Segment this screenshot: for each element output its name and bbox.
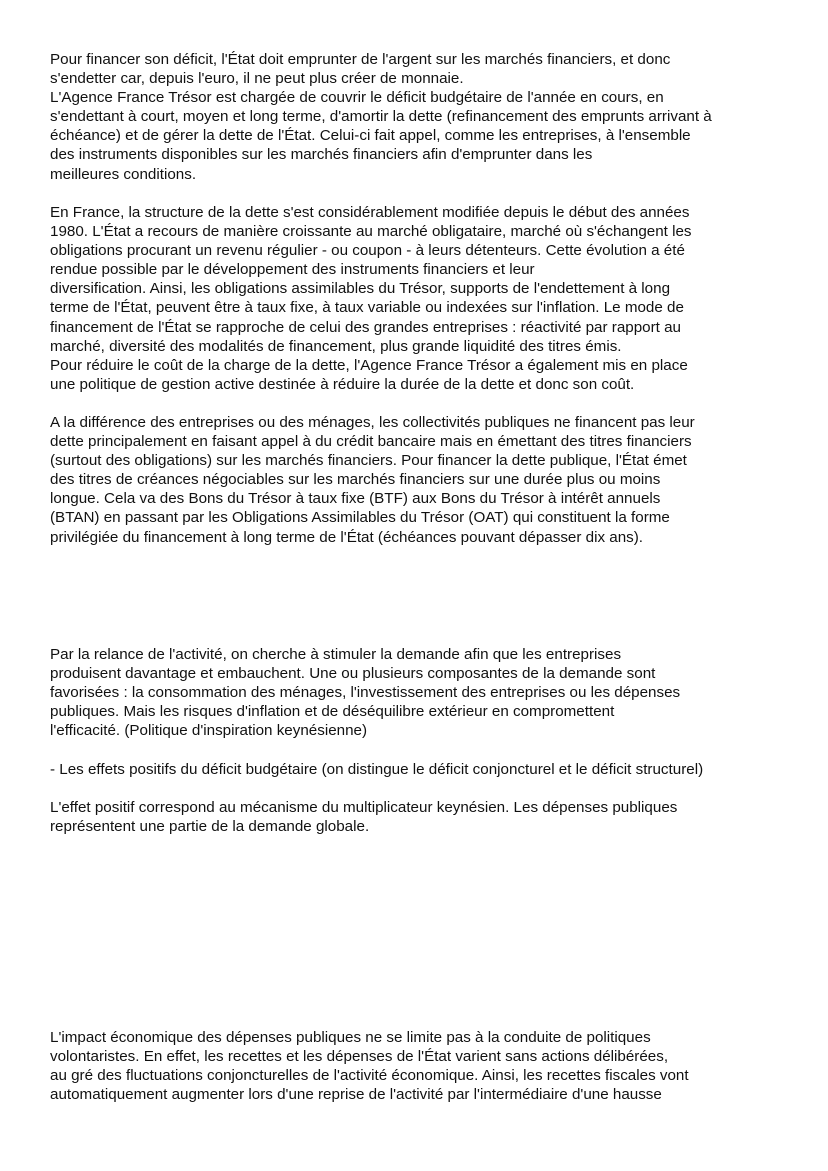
text-line: favorisées : la consommation des ménages, l'investissement des entreprises ou les dépenses	[50, 684, 681, 702]
text-line: des instruments disponibles sur les marchés financiers afin d'emprunter dans les	[50, 146, 593, 164]
text-line: Par la relance de l'activité, on cherche à stimuler la demande afin que les entreprises	[50, 646, 622, 663]
text-line: - Les effets positifs du déficit budgétaire (on distingue le déficit conjoncturel et le déficit structurel)	[50, 761, 704, 778]
text-line: L'impact économique des dépenses publiques ne se limite pas à la conduite de politiques	[50, 1029, 651, 1046]
text-line: rendue possible par le développement des instruments financiers et leur	[50, 261, 535, 279]
text-line: représentent une partie de la demande globale.	[50, 818, 370, 836]
text-line: l'efficacité. (Politique d'inspiration keynésienne)	[50, 722, 368, 740]
paragraph-activity-stimulus	[50, 645, 680, 740]
text-line: au gré des fluctuations conjoncturelles de l'activité économique. Ainsi, les recettes fiscales vont	[50, 1067, 689, 1085]
text-line: dette principalement en faisant appel à du crédit bancaire mais en émettant des titres financiers	[50, 433, 692, 451]
text-line: Pour réduire le coût de la charge de la dette, l'Agence France Trésor a également mis en place	[50, 356, 688, 374]
text-line: marché, diversité des modalités de financement, plus grande liquidité des titres émis.	[50, 337, 622, 355]
text-line: terme de l'État, peuvent être à taux fixe, à taux variable ou indexées sur l'inflation. Le mode de	[50, 299, 684, 317]
text-line: des titres de créances négociables sur les marchés financiers sur une durée plus ou moins	[50, 471, 661, 489]
paragraph-public-financing	[50, 413, 695, 547]
paragraph-economic-impact	[50, 1028, 689, 1104]
paragraph-multiplier	[50, 798, 677, 836]
text-line: volontaristes. En effet, les recettes et les dépenses de l'État varient sans actions délibérées,	[50, 1048, 669, 1066]
text-line: longue. Cela va des Bons du Trésor à taux fixe (BTF) aux Bons du Trésor à intérêt annuels	[50, 490, 661, 508]
text-line: L'Agence France Trésor est chargée de couvrir le déficit budgétaire de l'année en cours, en	[50, 89, 664, 107]
paragraph-debt-structure	[50, 203, 692, 394]
text-line: meilleures conditions.	[50, 165, 197, 183]
text-line: diversification. Ainsi, les obligations assimilables du Trésor, supports de l'endettement à long	[50, 280, 671, 298]
text-line: A la différence des entreprises ou des ménages, les collectivités publiques ne financent pas leur	[50, 414, 695, 431]
text-line: obligations procurant un revenu régulier - ou coupon - à leurs détenteurs. Cette évolution a été	[50, 242, 685, 260]
text-line: s'endettant à court, moyen et long terme, d'amortir la dette (refinancement des emprunts arrivant à	[50, 108, 712, 126]
text-line: L'effet positif correspond au mécanisme du multiplicateur keynésien. Les dépenses publiques	[50, 799, 678, 816]
text-line: s'endetter car, depuis l'euro, il ne peut plus créer de monnaie.	[50, 70, 464, 88]
paragraph-positive-effects-heading	[50, 760, 703, 779]
text-line: une politique de gestion active destinée à réduire la durée de la dette et donc son coût.	[50, 375, 635, 393]
text-line: financement de l'État se rapproche de celui des grandes entreprises : réactivité par rapport au	[50, 318, 682, 336]
text-line: publiques. Mais les risques d'inflation et de déséquilibre extérieur en compromettent	[50, 703, 615, 721]
text-line: (BTAN) en passant par les Obligations Assimilables du Trésor (OAT) qui constituent la forme	[50, 509, 670, 527]
text-line: produisent davantage et embauchent. Une ou plusieurs composantes de la demande sont	[50, 665, 656, 683]
text-line: échéance) et de gérer la dette de l'État. Celui-ci fait appel, comme les entreprises, à l'ensemble	[50, 127, 691, 145]
text-line: 1980. L'État a recours de manière croissante au marché obligataire, marché où s'échangent les	[50, 223, 692, 241]
text-line: (surtout des obligations) sur les marchés financiers. Pour financer la dette publique, l'État émet	[50, 452, 687, 470]
text-line: Pour financer son déficit, l'État doit emprunter de l'argent sur les marchés financiers, et donc	[50, 51, 671, 68]
text-line: En France, la structure de la dette s'est considérablement modifiée depuis le début des années	[50, 204, 690, 221]
text-line: automatiquement augmenter lors d'une reprise de l'activité par l'intermédiaire d'une hausse	[50, 1086, 662, 1104]
text-line: privilégiée du financement à long terme de l'État (échéances pouvant dépasser dix ans).	[50, 528, 644, 546]
paragraph-state-borrowing	[50, 50, 712, 184]
